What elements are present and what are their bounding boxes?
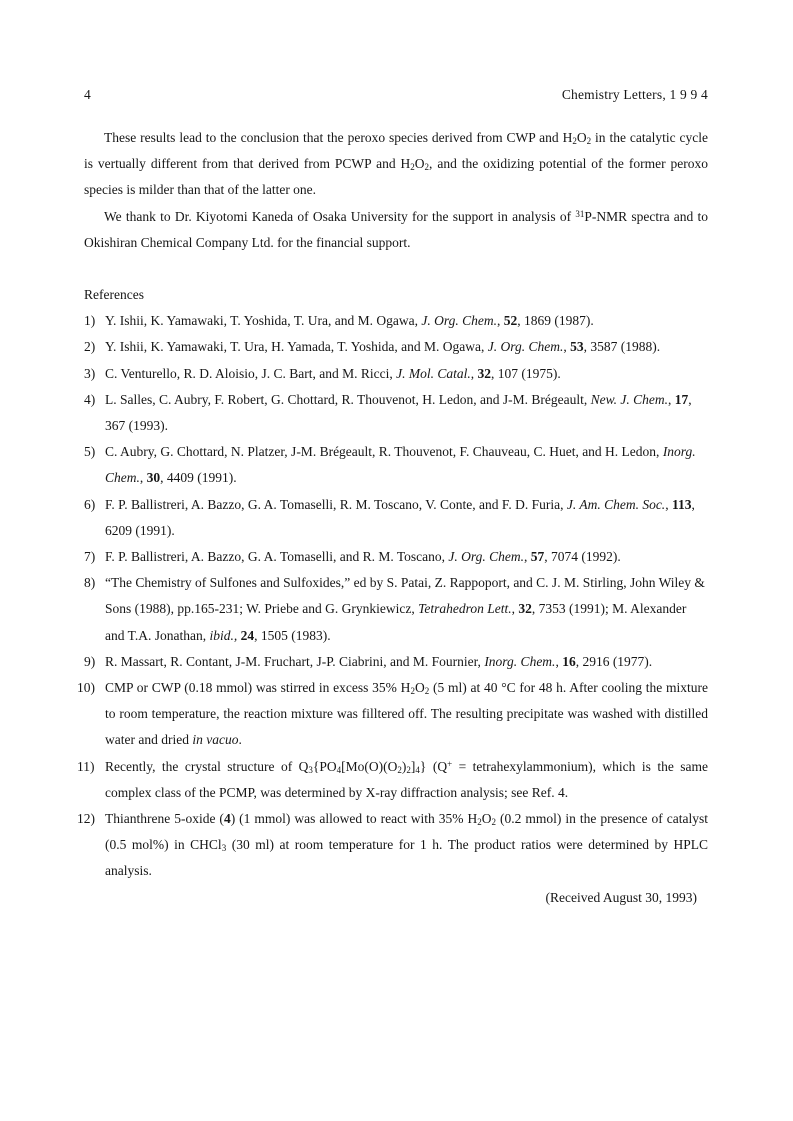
reference-item: 9) R. Massart, R. Contant, J-M. Fruchart, J-P. Ciabrini, and M. Fournier, Inorg. Chem., 16, 2916 (1977). xyxy=(84,653,653,669)
reference-item: 8) “The Chemistry of Sulfones and Sulfoxides,” ed by S. Patai, Z. Rappoport, and C. J. M. Stirling, John Wiley & Sons (1988), pp.165-231; W. Priebe and G. Grynkiewicz, Tetrahedron Lett., 32, 7353 (1991); M. Alexander and T.A. Jonathan, ibid., 24, 1505 (1983). xyxy=(84,575,705,643)
reference-item: 4) L. Salles, C. Aubry, F. Robert, G. Chottard, R. Thouvenot, H. Ledon, and J-M. Brégeault, New. J. Chem., 17, 367 (1993). xyxy=(84,391,692,434)
reference-item: 1) Y. Ishii, K. Yamawaki, T. Yoshida, T. Ura, and M. Ogawa, J. Org. Chem., 52, 1869 (1987). xyxy=(84,313,594,329)
reference-item: 11) Recently, the crystal structure of $Q_3\{PO_4[Mo(O)(O_2)_2]_4\} (Q^+$ = tetrahexylammonium), which is the same complex class of the PCMP, was determined by X-ray diffraction analysis; see Ref. 4. xyxy=(77,758,708,800)
reference-item: 10) CMP or CWP (0.18 mmol) was stirred in excess 35% $H_2O_2$ (5 ml) at 40 °C for 48 h. After cooling the mixture to room temperature, the reaction mixture was filltered off. The resulting precipitate was washed with distilled water and dried in vacuo. xyxy=(77,680,708,748)
page-header xyxy=(84,87,708,107)
reference-item: 5) C. Aubry, G. Chottard, N. Platzer, J-M. Brégeault, R. Thouvenot, F. Chauveau, C. Huet, and H. Ledon, Inorg. Chem., 30, 4409 (1991). xyxy=(84,444,696,486)
reference-item: 6) F. P. Ballistreri, A. Bazzo, G. A. Tomaselli, R. M. Toscano, V. Conte, and F. D. Furia, J. Am. Chem. Soc., 113, 6209 (1991). xyxy=(84,496,695,538)
conclusion-paragraph: These results lead to the conclusion that the peroxo species derived from CWP and $H_2O_2$ in the catalytic cycle is vertually different from that derived from PCWP and $H_2O_2$, and the oxidizing potential of the former peroxo species is milder than that of the latter one. xyxy=(84,130,708,198)
references-heading: References xyxy=(84,287,144,303)
reference-item: 7) F. P. Ballistreri, A. Bazzo, G. A. Tomaselli, and R. M. Toscano, J. Org. Chem., 57, 7074 (1992). xyxy=(84,549,621,565)
section-spacer xyxy=(84,256,708,282)
journal-name: Chemistry Letters, 1 9 9 4 xyxy=(561,87,708,102)
article-body xyxy=(77,125,709,911)
reference-item: 12) Thianthrene 5-oxide (4) (1 mmol) was allowed to react with 35% $H_2O_2$ (0.2 mmol) in the presence of catalyst (0.5 mol%) in CHCl$_3$ (30 ml) at room temperature for 1 h. The product ratios were determined by HPLC analysis. xyxy=(77,811,709,879)
reference-item: 3) C. Venturello, R. D. Aloisio, J. C. Bart, and M. Ricci, J. Mol. Catal., 32, 107 (1975). xyxy=(84,365,561,381)
page-number: 4 xyxy=(84,87,91,102)
reference-item: 2) Y. Ishii, K. Yamawaki, T. Ura, H. Yamada, T. Yoshida, and M. Ogawa, J. Org. Chem., 53, 3587 (1988). xyxy=(84,339,661,355)
received-date: (Received August 30, 1993) xyxy=(545,889,697,905)
acknowledgement-paragraph: We thank to Dr. Kiyotomi Kaneda of Osaka University for the support in analysis of $^{31}$P-NMR spectra and to Okishiran Chemical Company Ltd. for the financial support. xyxy=(84,208,709,250)
